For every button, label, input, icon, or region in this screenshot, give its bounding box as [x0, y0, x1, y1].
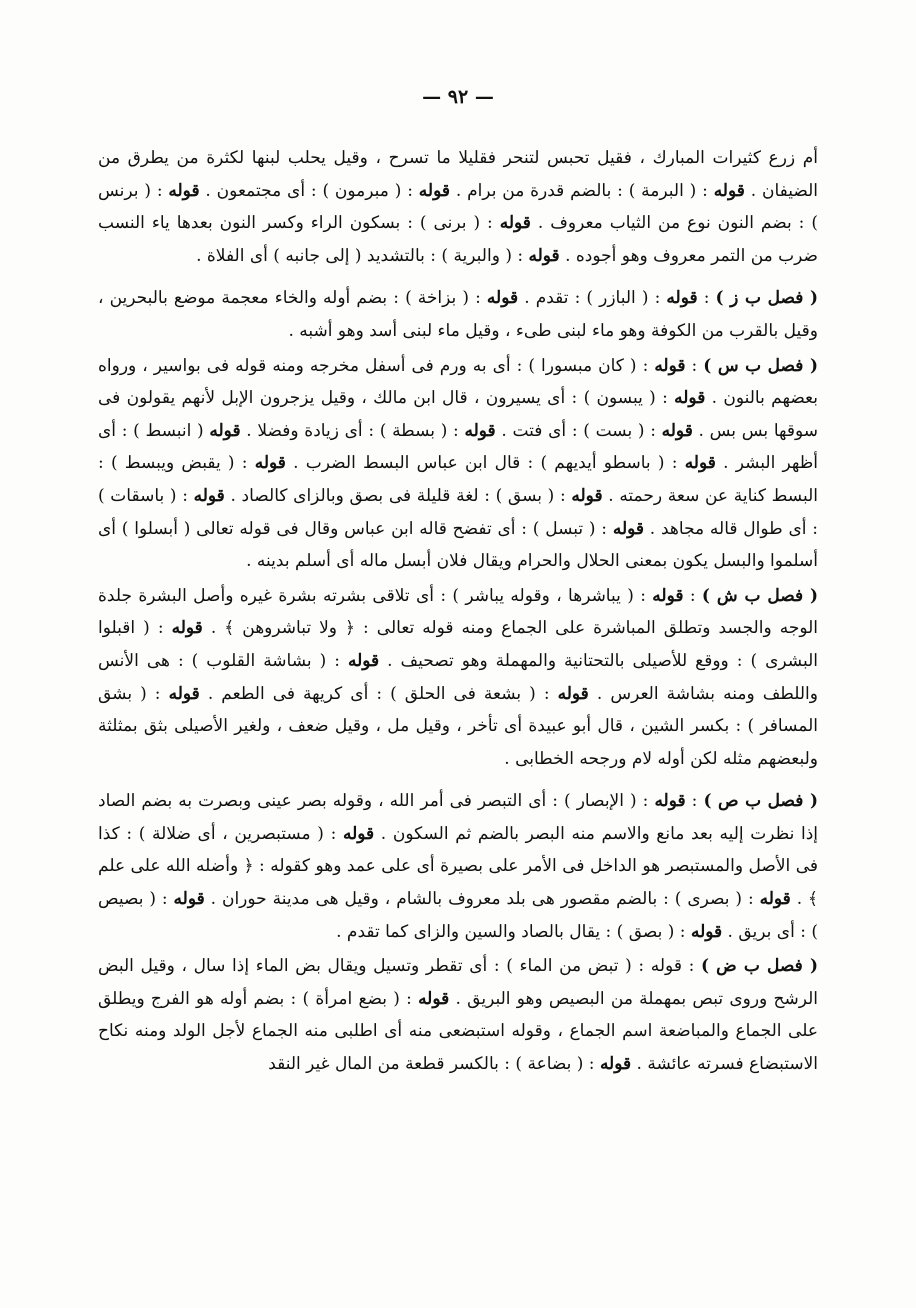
bold-term: قوله: [661, 420, 693, 441]
body-text: : ( اقبلوا البشرى ) : ووقع للأصيلى بالتحتانية والمهملة وهو تصحيف .: [98, 618, 818, 671]
bold-term: قوله: [652, 585, 684, 606]
body-text: : ( الإبصار ) : أى التبصر فى أمر الله ، وقوله بصر عينى وبصرت به بضم الصاد إذا نظرت إليه بعد مانع والاسم منه البصر بالضم ثم السكون .: [98, 791, 818, 844]
paragraph-5: [98, 785, 818, 948]
bold-term: قوله: [654, 355, 686, 376]
bold-term: قوله: [713, 180, 745, 201]
body-text: : ( بشق المسافر ) : بكسر الشين ، قال أبو عبيدة أى تأخر ، وقيل مل ، وقيل ضعف ، ولغير الأصيلى بثق بمثلثة ولبعضهم مثله لكن أوله لام ورجحه الخطابى .: [98, 683, 818, 769]
bold-term: قوله: [759, 889, 791, 910]
body-text: :: [685, 355, 704, 376]
bold-term: ( فصل ب س ): [703, 355, 818, 376]
bold-term: قوله: [342, 823, 375, 844]
body-text: : ( برنس ) : بضم النون نوع من الثياب معروف .: [98, 180, 818, 234]
bold-term: ( فصل ب ض ): [700, 956, 818, 977]
body-text: :: [697, 288, 716, 309]
bold-term: قوله: [418, 180, 450, 201]
body-text: : ( بضاعة ) : بالكسر قطعة من المال غير النقد: [268, 1054, 600, 1075]
body-text: : ( بزاخة ) : بضم أوله والخاء معجمة موضع بالبحرين ، وقيل بالقرب من الكوفة وهو ماء لبنى طىء ، وقيل ماء لبنى أسد وهو أشبه .: [98, 288, 818, 341]
body-text: : ( بصق ) : يقال بالصاد والسين والزاى كما تقدم .: [336, 921, 691, 942]
bold-term: قوله: [612, 518, 645, 539]
bold-term: قوله: [499, 213, 531, 234]
body-text: : ( مبرمون ) : أى مجتمعون .: [199, 180, 419, 201]
paragraph-6: [98, 950, 818, 1080]
body-text: : ( باسقات ) : أى طوال قاله مجاهد .: [98, 485, 819, 539]
bold-term: قوله: [654, 791, 686, 812]
body-text: : ( باسطو أيديهم ) : قال ابن عباس البسط الضرب .: [285, 453, 685, 474]
bold-term: قوله: [168, 683, 200, 704]
bold-term: قوله: [168, 180, 200, 201]
body-text: : ( بصيص ) : أى بريق .: [98, 889, 818, 942]
body-text: : ( تبسل ) : أى تفضح قاله ابن عباس وقال فى قوله تعالى ( أبسلوا ) أى أسلموا والبسل يكون بمعنى الحلال والحرام ويقال فلان أبسل ماله أى أسلم بدينه .: [98, 518, 818, 572]
bold-term: قوله: [690, 921, 723, 942]
bold-term: قوله: [571, 485, 603, 506]
text-body: [98, 142, 818, 1081]
body-text: : ( برنى ) : بسكون الراء وكسر النون بعدها ياء النسب ضرب من التمر معروف وهو أجوده .: [98, 213, 818, 266]
bold-term: قوله: [684, 453, 716, 474]
bold-term: ( فصل ب ش ): [701, 585, 818, 606]
bold-term: قوله: [464, 420, 496, 441]
body-text: : ( بسطة ) : أى زيادة وفضلا .: [240, 420, 465, 441]
body-text: : ( بضع امرأة ) : بضم أوله هو الفرج ويطلق على الجماع والمباضعة اسم الجماع ، وقوله استبضعى منه أى اطلبى منه الجماع لأجل الولد ومنه نكاح الاستبضاع فسرته عائشة .: [98, 988, 818, 1075]
bold-term: قوله: [418, 988, 450, 1009]
bold-term: ( فصل ب ص ): [703, 791, 819, 812]
page-number: — ٩٢ —: [422, 86, 494, 108]
bold-term: قوله: [486, 288, 519, 309]
body-text: :: [685, 791, 704, 812]
body-text: : ( بشاشة القلوب ) : هى الأنس واللطف ومنه بشاشة العرس .: [98, 650, 818, 704]
body-text: :: [683, 585, 702, 606]
body-text: : ( يقبض ويبسط ) : البسط كناية عن سعة رحمته .: [98, 453, 818, 506]
bold-term: قوله: [254, 453, 286, 474]
bold-term: قوله: [599, 1054, 632, 1075]
body-text: : ( يباشرها ، وقوله يباشر ) : أى تلاقى بشرته بشرة غيره وأصل البشرة جلدة الوجه والجسد وتطلق المباشرة على الجماع ومنه قوله تعالى : ﴿ ولا تباشروهن ﴾ .: [98, 585, 819, 639]
paragraph-3: [98, 350, 818, 578]
body-text: ( انبسط ) : أى أظهر البشر .: [98, 420, 819, 474]
body-text: : ( بصرى ) : بالضم مقصور هى بلد معروف بالشام ، وقيل هى مدينة حوران .: [204, 889, 760, 910]
body-text: : ( بست ) : أى فتت .: [495, 420, 662, 441]
paragraph-4: [98, 580, 818, 776]
paragraph-1: [98, 142, 818, 272]
body-text: : قوله : ( تبض من الماء ) : أى تقطر وتسيل ويقال بض الماء إذا سال ، وقيل البض الرشح وروى تبص بمهملة من البصيص وهو البريق .: [98, 956, 818, 1009]
bold-term: قوله: [557, 683, 589, 704]
body-text: : ( والبرية ) : بالتشديد ( إلى جانبه ) أى الفلاة .: [196, 245, 529, 266]
bold-term: قوله: [209, 420, 241, 441]
paragraph-2: [98, 282, 818, 347]
body-text: أم زرع كثيرات المبارك ، فقيل تحبس لتنحر فقليلا ما تسرح ، وقيل يحلب لبنها لكثرة من يطرق من الضيفان .: [98, 148, 819, 201]
bold-term: قوله: [666, 288, 698, 309]
body-text: : ( مستبصرين ، أى ضلالة ) : كذا فى الأصل والمستبصر هو الداخل فى الأمر على بصيرة أى على عمد وهو كقوله : ﴿ وأضله الله على علم ﴾ .: [98, 823, 818, 910]
body-text: : ( يبسون ) : أى يسيرون ، قال ابن مالك ، وقيل يزجرون الإبل لأنهم يقولون فى سوقها بس بس .: [98, 388, 819, 441]
body-text: : ( بسق ) : لغة قليلة فى بصق وبالزاى كالصاد .: [224, 485, 572, 506]
body-text: : ( البازر ) : تقدم .: [518, 288, 667, 309]
bold-term: قوله: [193, 485, 225, 506]
body-text: : ( كان مبسورا ) : أى به ورم فى أسفل مخرجه ومنه قوله فى بواسير ، ورواه بعضهم بالنون .: [98, 355, 818, 409]
bold-term: قوله: [528, 245, 560, 266]
bold-term: قوله: [173, 889, 205, 910]
body-text: : ( البرمة ) : بالضم قدرة من برام .: [449, 180, 714, 201]
bold-term: ( فصل ب ز ): [715, 288, 819, 309]
bold-term: قوله: [171, 618, 203, 639]
bold-term: قوله: [347, 650, 380, 671]
body-text: : ( بشعة فى الحلق ) : أى كريهة فى الطعم .: [199, 683, 558, 704]
bold-term: قوله: [674, 388, 706, 409]
